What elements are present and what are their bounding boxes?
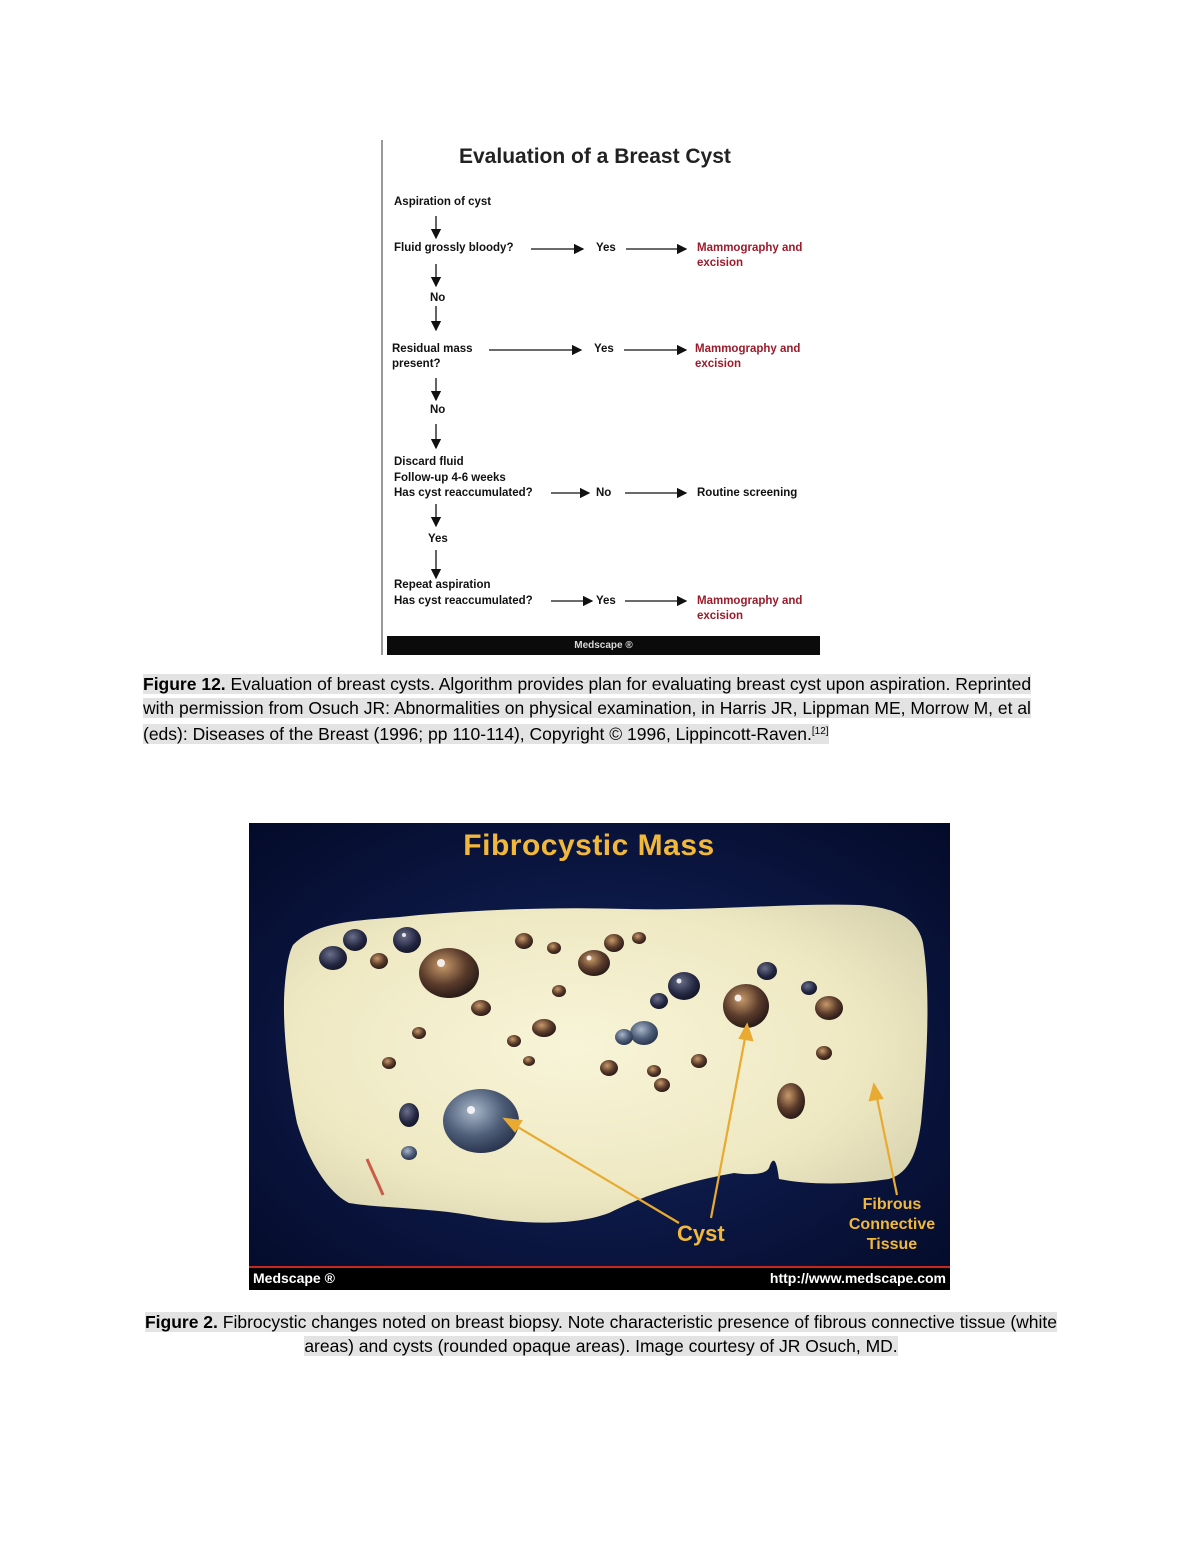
node-no-3: No bbox=[596, 487, 612, 499]
node-result-1-line1: Mammography and bbox=[697, 242, 803, 254]
fibrous-tissue-label bbox=[837, 1195, 947, 1255]
fibrous-label-line1: Fibrous bbox=[862, 1196, 922, 1213]
node-yes-2: Yes bbox=[594, 343, 614, 355]
fibrocystic-mass-image bbox=[249, 823, 950, 1290]
photo-footer-bar bbox=[249, 1266, 950, 1290]
node-result-2-line2: excision bbox=[695, 358, 742, 370]
figure-2-caption bbox=[143, 1310, 1059, 1358]
node-no-1: No bbox=[430, 292, 446, 304]
node-result-2-line1: Mammography and bbox=[695, 343, 801, 355]
node-result-1-line2: excision bbox=[697, 257, 744, 269]
node-residual-line2: present? bbox=[392, 358, 441, 370]
node-result-3-line1: Mammography and bbox=[697, 595, 803, 607]
node-no-2: No bbox=[430, 404, 446, 416]
figure-12-label: Figure 12. bbox=[143, 674, 226, 694]
fibrous-label-line3: Tissue bbox=[866, 1236, 918, 1253]
node-yes-3: Yes bbox=[428, 533, 448, 545]
node-residual-line1: Residual mass bbox=[392, 343, 473, 355]
flowchart-title: Evaluation of a Breast Cyst bbox=[459, 145, 731, 168]
node-routine: Routine screening bbox=[697, 487, 798, 499]
flowchart-footer: Medscape ® bbox=[387, 636, 820, 655]
figure-12-reference: [12] bbox=[811, 726, 829, 737]
node-reaccum-1: Has cyst reaccumulated? bbox=[394, 487, 533, 499]
node-repeat: Repeat aspiration bbox=[394, 579, 491, 591]
node-reaccum-2: Has cyst reaccumulated? bbox=[394, 595, 533, 607]
node-discard: Discard fluid bbox=[394, 456, 464, 468]
node-yes-1: Yes bbox=[596, 242, 616, 254]
node-followup: Follow-up 4-6 weeks bbox=[394, 472, 506, 484]
fibrous-label-line2: Connective bbox=[848, 1216, 936, 1233]
flowchart-figure bbox=[381, 140, 820, 655]
node-yes-4: Yes bbox=[596, 595, 616, 607]
figure-2-label: Figure 2. bbox=[144, 1312, 218, 1332]
node-aspiration: Aspiration of cyst bbox=[394, 196, 492, 208]
figure-12-text: Evaluation of breast cysts. Algorithm provides plan for evaluating breast cyst upon aspiration. Reprinted with permission from Osuch JR: Abnormalities on physical examination, in Harris JR, Lippman ME, Morrow M, et al (eds): Diseases of the Breast (1996; pp 110-114), Copyright © 1996, Lippincott-Raven. bbox=[143, 674, 1032, 744]
photo-footer-url: http://www.medscape.com bbox=[769, 1270, 946, 1286]
node-result-3-line2: excision bbox=[697, 610, 744, 622]
figure-2-text: Fibrocystic changes noted on breast biopsy. Note characteristic presence of fibrous connective tissue (white areas) and cysts (rounded opaque areas). Image courtesy of JR Osuch, MD. bbox=[217, 1312, 1058, 1356]
cyst-label: Cyst bbox=[677, 1221, 725, 1246]
photo-title: Fibrocystic Mass bbox=[463, 829, 715, 862]
photo-footer-brand: Medscape ® bbox=[253, 1270, 335, 1286]
node-fluid-bloody: Fluid grossly bloody? bbox=[394, 242, 514, 254]
figure-12-caption bbox=[143, 672, 1063, 746]
